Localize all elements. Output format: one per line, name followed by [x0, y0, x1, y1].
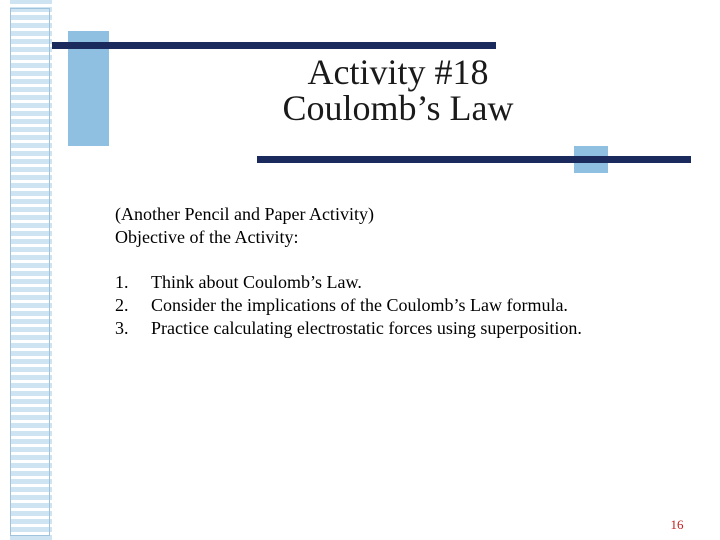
page-number: 16 [670, 517, 684, 532]
slide-title-line-2: Coulomb’s Law [282, 88, 514, 128]
objective-item [115, 294, 675, 317]
objective-text: Think about Coulomb’s Law. [151, 272, 362, 292]
decorative-navy-rule-bottom [257, 156, 691, 163]
decorative-side-strip [0, 0, 52, 540]
objective-text: Consider the implications of the Coulomb’s Law formula. [151, 295, 568, 315]
activity-subtitle: (Another Pencil and Paper Activity) [115, 204, 374, 224]
objective-text: Practice calculating electrostatic forces using superposition. [151, 318, 582, 338]
objective-item [115, 271, 675, 294]
objective-number: 3. [115, 318, 129, 338]
slide-body [115, 203, 675, 340]
objective-heading: Objective of the Activity: [115, 227, 299, 247]
side-strip-border [10, 8, 50, 536]
slide-title [258, 54, 538, 126]
objective-number: 2. [115, 295, 129, 315]
spacer [115, 249, 675, 271]
objective-item [115, 317, 675, 340]
slide-title-line-1: Activity #18 [307, 52, 489, 92]
objective-number: 1. [115, 272, 129, 292]
decorative-navy-rule-top [52, 42, 496, 49]
